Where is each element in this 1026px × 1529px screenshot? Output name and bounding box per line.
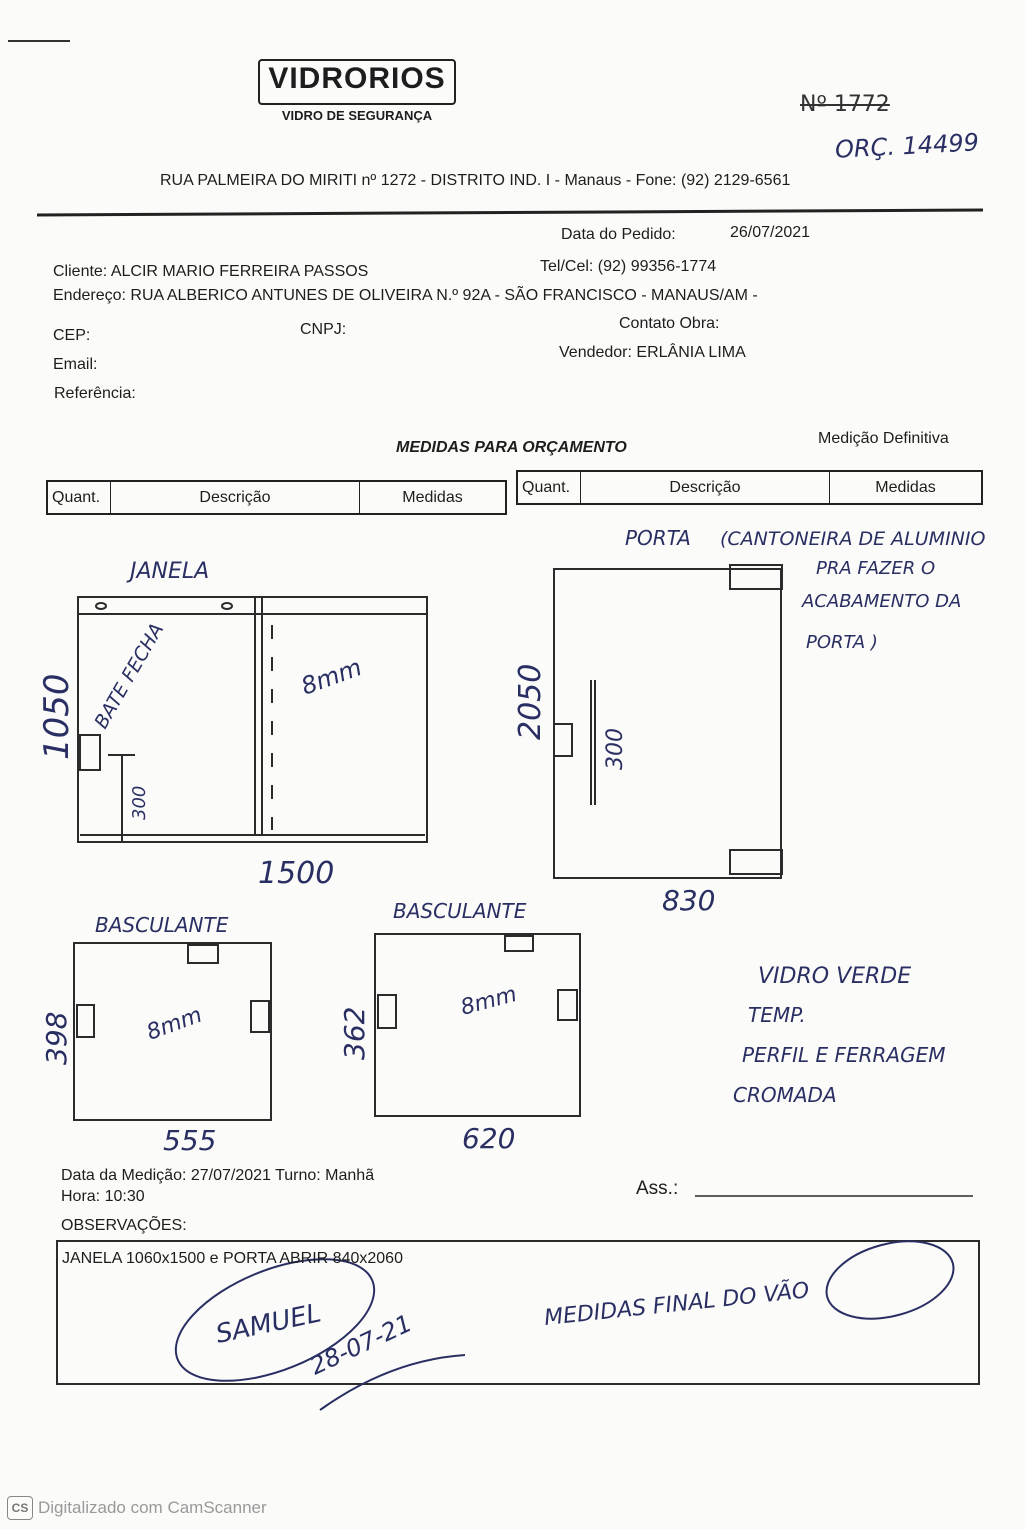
porta-width: 830 bbox=[662, 884, 716, 917]
signer-name: SAMUEL bbox=[213, 1298, 324, 1350]
basculante-2-glass: 8mm bbox=[458, 981, 520, 1021]
porta-note-4: PORTA ) bbox=[806, 632, 878, 653]
col-description: Descrição bbox=[580, 472, 829, 503]
col-measures: Medidas bbox=[829, 472, 981, 503]
logo-subtitle: VIDRO DE SEGURANÇA bbox=[281, 108, 433, 123]
definitive-measure-label: Medição Definitiva bbox=[818, 430, 949, 447]
company-address: RUA PALMEIRA DO MIRITI nº 1272 - DISTRITO IND. I - Manaus - Fone: (92) 2129-6561 bbox=[160, 172, 791, 189]
order-date-label: Data do Pedido: bbox=[561, 226, 676, 243]
col-quant: Quant. bbox=[522, 478, 571, 496]
contact-label: Contato Obra: bbox=[619, 315, 720, 332]
basculante-1-width: 555 bbox=[163, 1124, 217, 1157]
material-note-4: CROMADA bbox=[733, 1083, 837, 1107]
client-address: Endereço: RUA ALBERICO ANTUNES DE OLIVEIRA N.º 92A - SÃO FRANCISCO - MANAUS/AM - bbox=[53, 287, 758, 304]
porta-height: 2050 bbox=[513, 663, 548, 740]
camscanner-logo-icon: CS bbox=[7, 1496, 33, 1520]
observations-text: JANELA 1060x1500 e PORTA ABRIR 840x2060 bbox=[62, 1250, 403, 1267]
email-label: Email: bbox=[53, 356, 98, 373]
janela-handle-size: 300 bbox=[129, 785, 150, 820]
basculante-2-title: BASCULANTE bbox=[393, 899, 527, 923]
material-note-2: TEMP. bbox=[748, 1003, 806, 1027]
basculante-1-height: 398 bbox=[40, 1011, 73, 1065]
material-note-3: PERFIL E FERRAGEM bbox=[742, 1043, 946, 1067]
budget-number-handwritten: ORÇ. 14499 bbox=[834, 128, 980, 164]
final-measure-note: MEDIDAS FINAL DO VÃO bbox=[543, 1278, 811, 1331]
basculante-1-title: BASCULANTE bbox=[95, 913, 229, 937]
porta-note-1: (CANTONEIRA DE ALUMINIO bbox=[720, 528, 986, 550]
basculante-2-frame bbox=[375, 934, 580, 1116]
col-measures: Medidas bbox=[359, 482, 505, 513]
measurement-hour: Hora: 10:30 bbox=[61, 1188, 145, 1205]
janela-glass: 8mm bbox=[297, 653, 366, 701]
company-logo: VIDRORIOS bbox=[268, 62, 446, 95]
col-quant: Quant. bbox=[52, 488, 101, 506]
observations-label: OBSERVAÇÕES: bbox=[61, 1217, 187, 1234]
porta-note-3: ACABAMENTO DA bbox=[802, 591, 962, 612]
client-name: Cliente: ALCIR MARIO FERREIRA PASSOS bbox=[53, 263, 369, 280]
reference-label: Referência: bbox=[54, 385, 136, 402]
porta-note-2: PRA FAZER O bbox=[816, 558, 936, 579]
seller-name: Vendedor: ERLÂNIA LIMA bbox=[559, 344, 746, 361]
janela-height: 1050 bbox=[37, 673, 77, 760]
material-note-1: VIDRO VERDE bbox=[758, 964, 912, 989]
order-number: Nº 1772 bbox=[800, 92, 890, 117]
signed-date: 28-07-21 bbox=[305, 1309, 417, 1381]
col-description: Descrição bbox=[110, 482, 359, 513]
porta-title: PORTA bbox=[625, 526, 691, 550]
client-phone: Tel/Cel: (92) 99356-1774 bbox=[540, 258, 717, 275]
janela-note: BATE FECHA bbox=[90, 619, 169, 733]
porta-frame bbox=[554, 569, 781, 878]
measurement-date: Data da Medição: 27/07/2021 Turno: Manhã bbox=[61, 1167, 375, 1184]
porta-handle-size: 300 bbox=[603, 728, 628, 770]
order-date-value: 26/07/2021 bbox=[730, 224, 811, 241]
basculante-2-width: 620 bbox=[462, 1122, 516, 1155]
cep-label: CEP: bbox=[53, 327, 91, 344]
measures-title: MEDIDAS PARA ORÇAMENTO bbox=[396, 439, 627, 456]
basculante-1-glass: 8mm bbox=[143, 1002, 206, 1046]
camscanner-watermark: Digitalizado com CamScanner bbox=[38, 1498, 267, 1517]
cnpj-label: CNPJ: bbox=[300, 321, 347, 338]
janela-title: JANELA bbox=[130, 559, 210, 584]
signature-label: Ass.: bbox=[636, 1178, 679, 1199]
basculante-2-height: 362 bbox=[338, 1006, 371, 1060]
janela-width: 1500 bbox=[258, 856, 335, 891]
